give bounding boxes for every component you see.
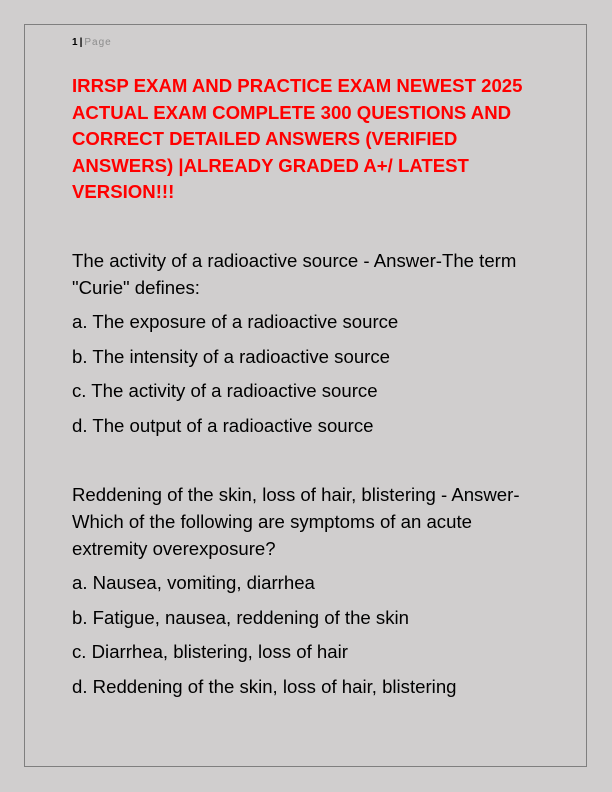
page-separator: | — [79, 37, 83, 48]
page-number: 1 — [72, 37, 78, 48]
answer-option: c. Diarrhea, blistering, loss of hair — [72, 641, 348, 662]
question-stem: The activity of a radioactive source - Answer-The term "Curie" defines: — [72, 250, 517, 298]
page-label: Page — [84, 37, 112, 48]
answer-option: a. The exposure of a radioactive source — [72, 311, 399, 332]
question-block — [72, 247, 542, 446]
answer-options — [72, 569, 542, 700]
answer-option: b. Fatigue, nausea, reddening of the skin — [72, 606, 409, 628]
question-stem: Reddening of the skin, loss of hair, blistering - Answer-Which of the following are symptoms of an acute extremity overexposure? — [72, 484, 520, 559]
document-title: IRRSP EXAM AND PRACTICE EXAM NEWEST 2025 ACTUAL EXAM COMPLETE 300 QUESTIONS AND CORRECT DETAILED ANSWERS (VERIFIED ANSWERS) |ALREADY GRADED A+/ LATEST VERSION!!! — [72, 75, 523, 202]
answer-option: c. The activity of a radioactive source — [72, 380, 378, 401]
answer-options — [72, 308, 542, 439]
page-header — [72, 37, 112, 49]
answer-option: d. The output of a radioactive source — [72, 414, 374, 436]
question-block — [72, 481, 542, 707]
answer-option: b. The intensity of a radioactive source — [72, 345, 390, 367]
answer-option: a. Nausea, vomiting, diarrhea — [72, 572, 315, 593]
answer-option: d. Reddening of the skin, loss of hair, blistering — [72, 675, 457, 697]
